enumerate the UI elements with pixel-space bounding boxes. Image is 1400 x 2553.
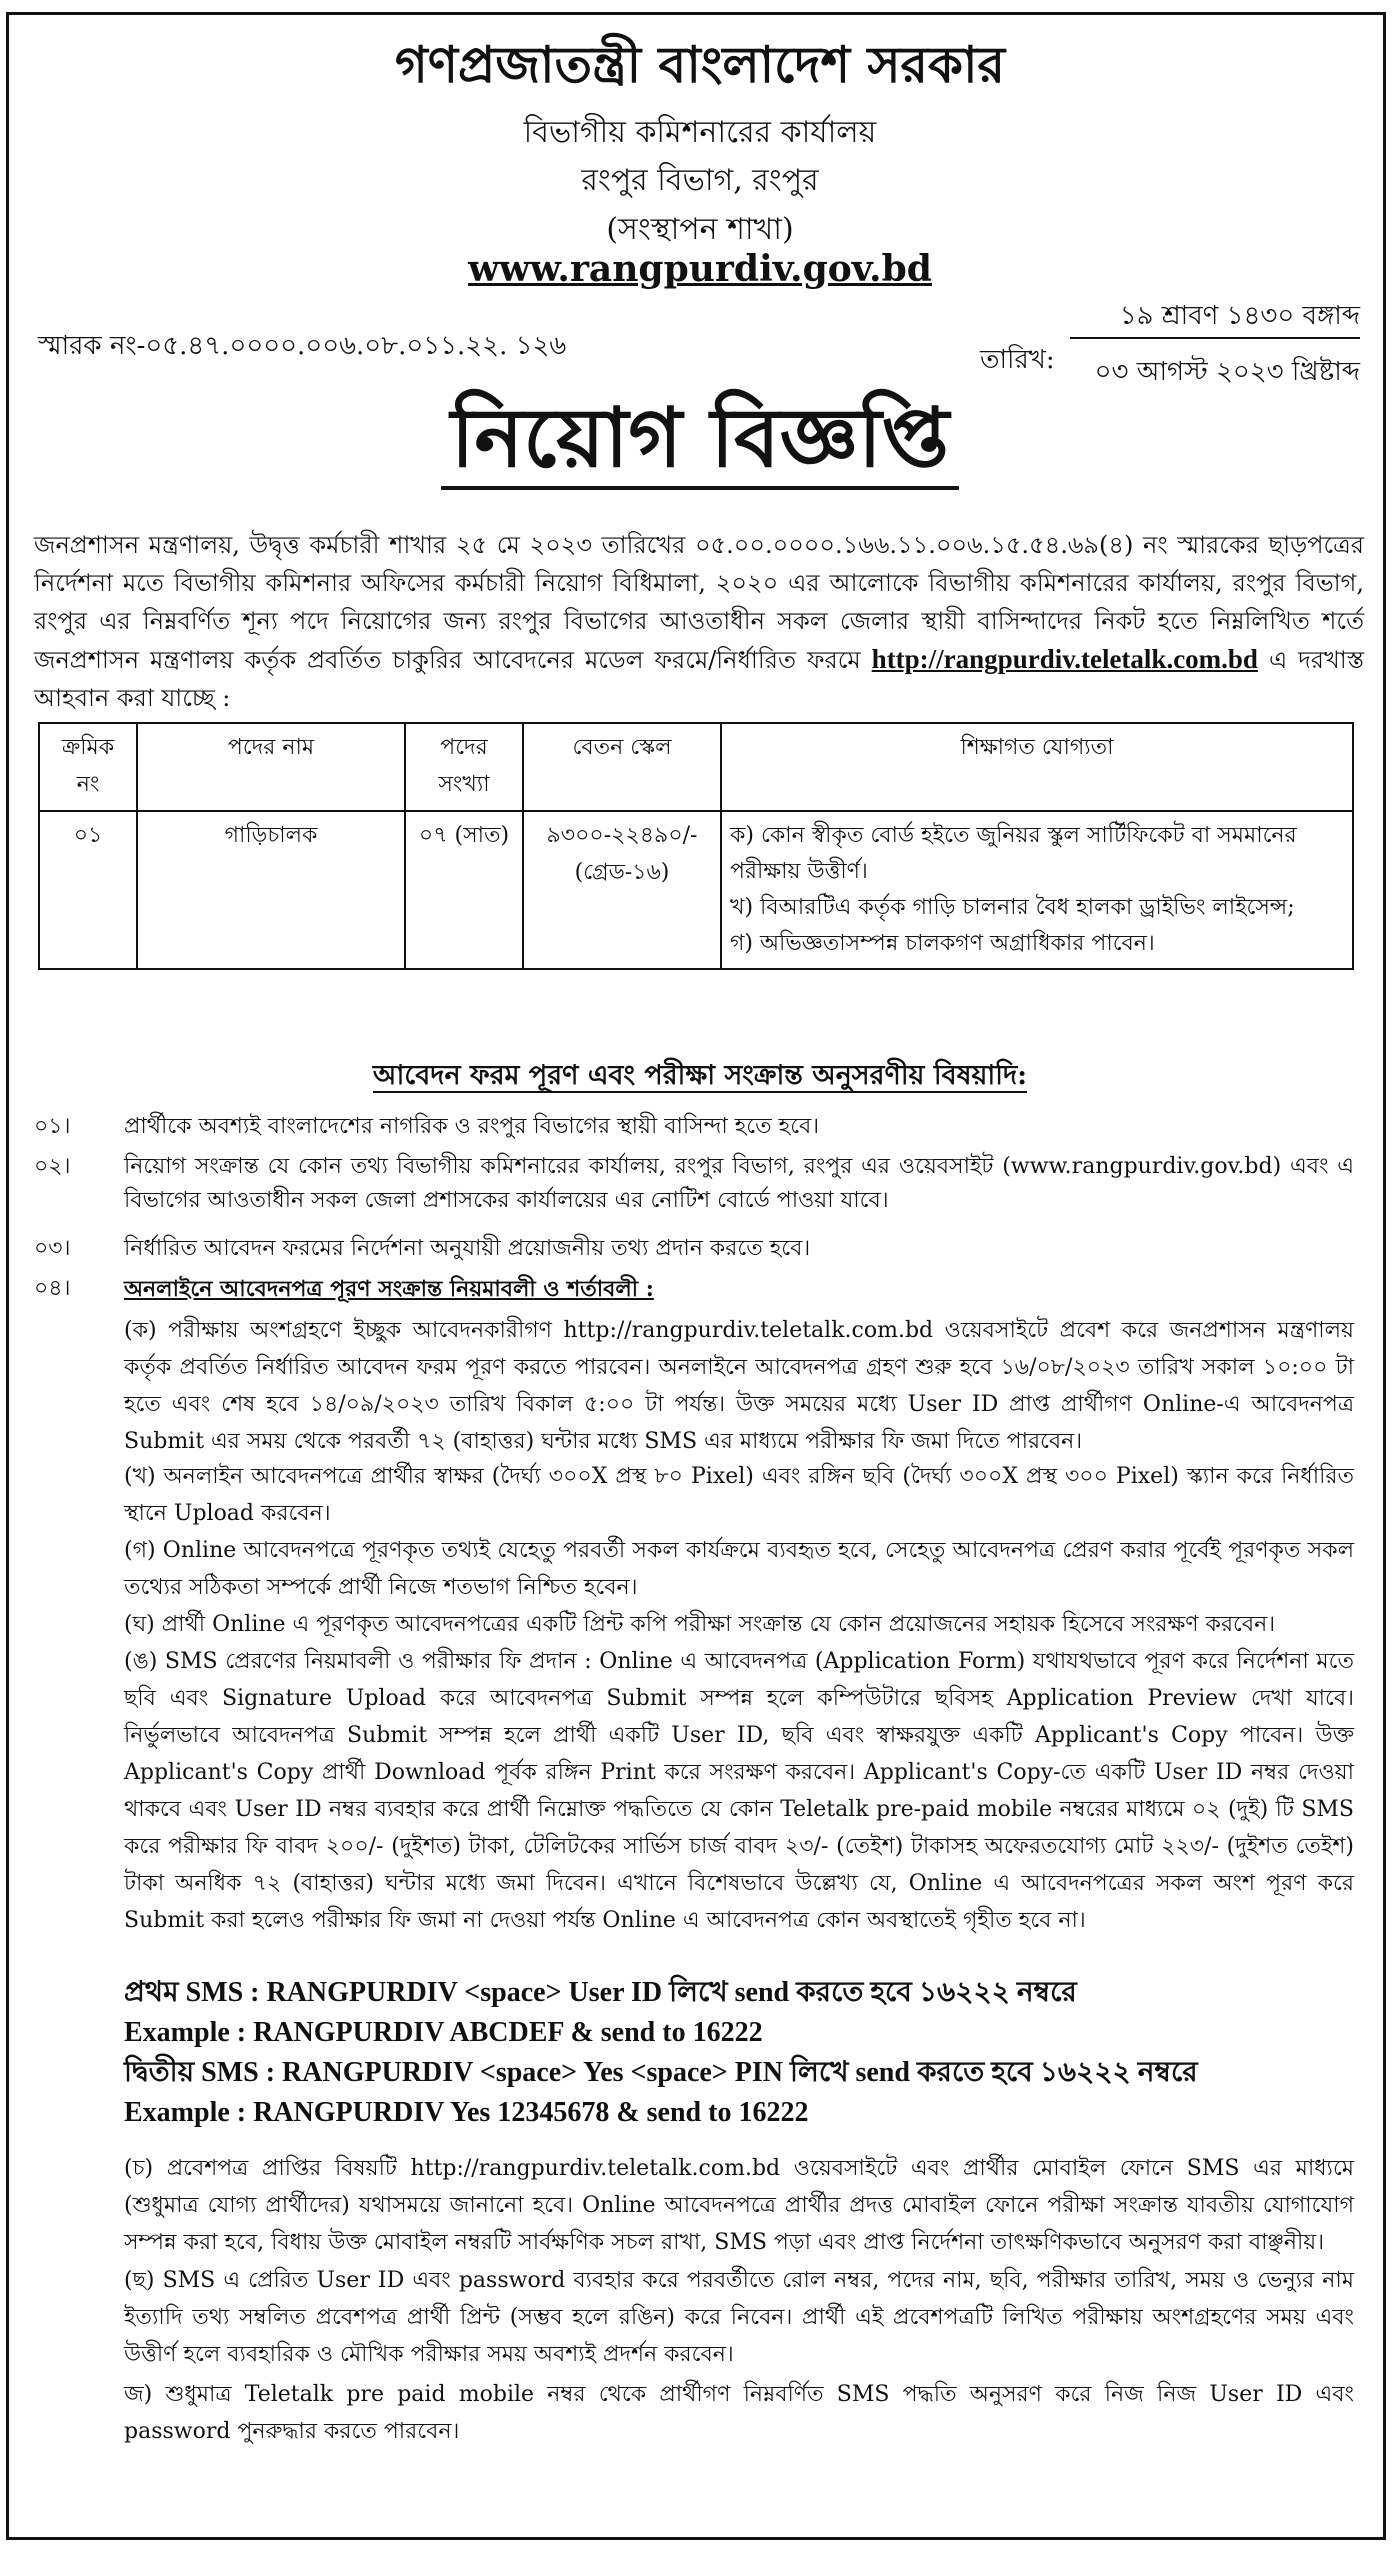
item-number: ০৪। bbox=[34, 1276, 71, 1301]
notice-title bbox=[0, 375, 1400, 512]
government-title: গণপ্রজাতন্ত্রী বাংলাদেশ সরকার bbox=[395, 35, 1005, 94]
apply-link[interactable]: http://rangpurdiv.teletalk.com.bd bbox=[871, 644, 1258, 674]
item-text: নিয়োগ সংক্রান্ত যে কোন তথ্য বিভাগীয় কমিশনারের কার্যালয়, রংপুর বিভাগ, রংপুর এর ওয়েবসাইট (www.rangpurdiv.gov.bd) এবং এ বিভাগের আওতাধীন সকল জেলা প্রশাসকের কার্যালয়ের এর নোটিশ বোর্ডে পাওয়া যাবে। bbox=[124, 1154, 1354, 1213]
rule-ga: (গ) Online আবেদনপত্রে পূরণকৃত তথ্যই যেহেতু পরবর্তী সকল কার্যক্রমে ব্যবহৃত হবে, সেহেতু আবেদনপত্র প্রেরণ করার পূর্বেই পূরণকৃত সকল তথ্যের সঠিকতা সম্পর্কে প্রার্থী নিজে শতভাগ নিশ্চিত হবেন। bbox=[124, 1538, 1354, 1600]
intro-text: জনপ্রশাসন মন্ত্রণালয়, উদ্বৃত্ত কর্মচারী শাখার ২৫ মে ২০২৩ তারিখের ০৫.০০.০০০০.১৬৬.১১.০০৬.১৫.৫৪.৬৯(৪) নং স্মারকের ছাড়পত্রের নির্দেশনা মতে বিভাগীয় কমিশনার অফিসের কর্মচারী নিয়োগ বিধিমালা, ২০২০ এর আলোকে বিভাগীয় কমিশনারের কার্যালয়, রংপুর বিভাগ, রংপুর এর নিম্নবর্ণিত শূন্য পদে নিয়োগের জন্য রংপুর বিভাগের আওতাধীন সকল জেলার স্থায়ী বাসিন্দাদের নিকট হতে নিম্নলিখিত শর্তে জনপ্রশাসন মন্ত্রণালয় কর্তৃক প্রবর্তিত চাকুরির আবেদনের মডেল ফরমে/নির্ধারিত ফরমে bbox=[34, 531, 1364, 674]
sms-second: দ্বিতীয় SMS : RANGPURDIV <space> Yes <space> PIN লিখে send করতে হবে ১৬২২২ নম্বরে bbox=[124, 2057, 1198, 2088]
rule-chha: (ছ) SMS এ প্রেরিত User ID এবং password ব্যবহার করে পরবর্তীতে রোল নম্বর, পদের নাম, ছবি, পরীক্ষার তারিখ, সময় ও ভেন্যুর নাম ইত্যাদি তথ্য সম্বলিত প্রবেশপত্র প্রার্থী প্রিন্ট (সম্ভব হলে রঙিন) করে নিবেন। প্রার্থী এই প্রবেশপত্রটি লিখিত পরীক্ষায় অংশগ্রহণের সময় এবং উত্তীর্ণ হলে ব্যবহারিক ও মৌখিক পরীক্ষার সময় অবশ্যই প্রদর্শন করবেন। bbox=[124, 2268, 1354, 2367]
cell-qualification bbox=[721, 811, 1353, 969]
qualification-item: গ) অভিজ্ঞতাসম্পন্ন চালকগণ অগ্রাধিকার পাবেন। bbox=[730, 931, 1155, 956]
item-text: প্রার্থীকে অবশ্যই বাংলাদেশের নাগরিক ও রংপুর বিভাগের স্থায়ী বাসিন্দা হতে হবে। bbox=[124, 1114, 820, 1139]
division-name: রংপুর বিভাগ, রংপুর bbox=[581, 163, 819, 198]
header-post: পদের নাম bbox=[137, 723, 405, 811]
posts-table bbox=[38, 722, 1354, 970]
rule-cha: (চ) প্রবেশপত্র প্রাপ্তির বিষয়টি http://rangpurdiv.teletalk.com.bd ওয়েবসাইটে এবং প্রার্থীর মোবাইল ফোনে SMS এর মাধ্যমে (শুধুমাত্র যোগ্য প্রার্থীদের) যথাসময়ে জানানো হবে। Online আবেদনপত্রে প্রার্থীর প্রদত্ত মোবাইল ফোনে পরীক্ষা সংক্রান্ত যাবতীয় যোগাযোগ সম্পন্ন করা হবে, বিধায় উক্ত মোবাইল নম্বরটি সার্বক্ষণিক সচল রাখা, SMS পড়া এবং প্রাপ্ত নির্দেশনা তাৎক্ষণিকভাবে অনুসরণ করা বাঞ্ছনীয়। bbox=[124, 2156, 1354, 2255]
table-row bbox=[39, 811, 1353, 969]
date-divider bbox=[1070, 337, 1360, 339]
rule-gha: (ঘ) প্রার্থী Online এ পূরণকৃত আবেদনপত্রের একটি প্রিন্ট কপি পরীক্ষা সংক্রান্ত যে কোন প্রয়োজনের সহায়ক হিসেবে সংরক্ষণ করবেন। bbox=[124, 1612, 1276, 1637]
branch-name: (সংস্থাপন শাখা) bbox=[606, 212, 794, 247]
cell-post: গাড়িচালক bbox=[137, 811, 405, 969]
item-number: ০৩। bbox=[34, 1236, 71, 1261]
notice-title-text: নিয়োগ বিজ্ঞপ্তি bbox=[441, 390, 959, 490]
header-qualification: শিক্ষাগত যোগ্যতা bbox=[721, 723, 1353, 811]
section-heading bbox=[0, 1055, 1400, 1100]
date-label: তারিখ: bbox=[980, 345, 1055, 375]
date-gregorian: ০৩ আগস্ট ২০২৩ খ্রিষ্টাব্দ bbox=[1094, 357, 1360, 387]
table-header-row bbox=[39, 723, 1353, 811]
item-text: অনলাইনে আবেদনপত্র পূরণ সংক্রান্ত নিয়মাবলী ও শর্তাবলী : bbox=[124, 1276, 654, 1302]
office-name: বিভাগীয় কমিশনারের কার্যালয় bbox=[523, 115, 877, 150]
section-heading-text: আবেদন ফরম পূরণ এবং পরীক্ষা সংক্রান্ত অনুসরণীয় বিষয়াদি: bbox=[372, 1060, 1028, 1091]
sms-example-second: Example : RANGPURDIV Yes 12345678 & send to 16222 bbox=[124, 2097, 809, 2128]
sms-example-first: Example : RANGPURDIV ABCDEF & send to 16222 bbox=[124, 2017, 763, 2048]
item-number: ০১। bbox=[34, 1114, 71, 1139]
rule-ka: (ক) পরীক্ষায় অংশগ্রহণে ইচ্ছুক আবেদনকারীগণ http://rangpurdiv.teletalk.com.bd ওয়েবসাইটে প্রবেশ করে জনপ্রশাসন মন্ত্রণালয় কর্তৃক প্রবর্তিত নির্ধারিত আবেদন ফরম পূরণ করতে পারবেন। অনলাইনে আবেদনপত্র গ্রহণ শুরু হবে ১৬/০৮/২০২৩ তারিখ সকাল ১০:০০ টা হতে এবং শেষ হবে ১৪/০৯/২০২৩ তারিখ বিকাল ৫:০০ টা পর্যন্ত। উক্ত সময়ের মধ্যে User ID প্রাপ্ত প্রার্থীগণ Online-এ আবেদনপত্র Submit এর সময় থেকে পরবর্তী ৭২ (বাহাত্তর) ঘন্টার মধ্যে SMS এর মাধ্যমে পরীক্ষার ফি জমা দিতে পারবেন। bbox=[124, 1318, 1354, 1454]
rule-kha: (খ) অনলাইন আবেদনপত্রে প্রার্থীর স্বাক্ষর (দৈর্ঘ্য ৩০০X প্রস্থ ৮০ Pixel) এবং রঙ্গিন ছবি (দৈর্ঘ্য ৩০০X প্রস্থ ৩০০ Pixel) স্ক্যান করে নির্ধারিত স্থানে Upload করবেন। bbox=[124, 1464, 1354, 1526]
item-text: নির্ধারিত আবেদন ফরমের নির্দেশনা অনুযায়ী প্রয়োজনীয় তথ্য প্রদান করতে হবে। bbox=[124, 1236, 811, 1261]
date-bangla: ১৯ শ্রাবণ ১৪৩০ বঙ্গাব্দ bbox=[1119, 301, 1360, 331]
website-link[interactable]: www.rangpurdiv.gov.bd bbox=[468, 248, 932, 290]
cell-serial: ০১ bbox=[39, 811, 137, 969]
qualification-item: ক) কোন স্বীকৃত বোর্ড হইতে জুনিয়র স্কুল সার্টিফিকেট বা সমমানের পরীক্ষায় উত্তীর্ণ। bbox=[730, 823, 1297, 884]
intro-paragraph bbox=[34, 526, 1364, 717]
header-serial: ক্রমিক নং bbox=[39, 723, 137, 811]
header-scale: বেতন স্কেল bbox=[523, 723, 721, 811]
cell-count: ০৭ (সাত) bbox=[405, 811, 523, 969]
item-number: ০২। bbox=[34, 1154, 71, 1179]
qualification-item: খ) বিআরটিএ কর্তৃক গাড়ি চালনার বৈধ হালকা ড্রাইভিং লাইসেন্স; bbox=[730, 895, 1295, 920]
rule-ja: জ) শুধুমাত্র Teletalk pre paid mobile নম্বর থেকে প্রার্থীগণ নিম্নবর্ণিত SMS পদ্ধতি অনুসরণ করে নিজ নিজ User ID এবং password পুনরুদ্ধার করতে পারবেন। bbox=[124, 2382, 1354, 2444]
sms-first: প্রথম SMS : RANGPURDIV <space> User ID লিখে send করতে হবে ১৬২২২ নম্বরে bbox=[124, 1977, 1077, 2008]
memo-number: স্মারক নং-০৫.৪৭.০০০০.০০৬.০৮.০১১.২২. ১২৬ bbox=[38, 331, 567, 361]
cell-scale: ৯৩০০-২২৪৯০/- (গ্রেড-১৬) bbox=[523, 811, 721, 969]
header-count: পদের সংখ্যা bbox=[405, 723, 523, 811]
intro-end: এ দরখাস্ত আহবান করা যাচ্ছে : bbox=[34, 646, 1364, 712]
rule-uma: (ঙ) SMS প্রেরণের নিয়মাবলী ও পরীক্ষার ফি প্রদান : Online এ আবেদনপত্র (Application Form) যথাযথভাবে পূরণ করে নির্দেশনা মতে ছবি এবং Signature Upload করে আবেদনপত্র Submit সম্পন্ন হলে কম্পিউটারে ছবিসহ Application Preview দেখা যাবে। নির্ভুলভাবে আবেদনপত্র Submit সম্পন্ন হলে প্রার্থী একটি User ID, ছবি এবং স্বাক্ষরযুক্ত একটি Applicant's Copy পাবেন। উক্ত Applicant's Copy প্রার্থী Download পূর্বক রঙ্গিন Print করে সংরক্ষণ করবেন। Applicant's Copy-তে একটি User ID নম্বর দেওয়া থাকবে এবং User ID নম্বর ব্যবহার করে প্রার্থী নিম্নোক্ত পদ্ধতিতে যে কোন Teletalk pre-paid mobile নম্বরের মাধ্যমে ০২ (দুই) টি SMS করে পরীক্ষার ফি বাবদ ২০০/- (দুইশত) টাকা, টেলিটকের সার্ভিস চার্জ বাবদ ২৩/- (তেইশ) টাকাসহ অফেরতযোগ্য মোট ২২৩/- (দুইশত তেইশ) টাকা অনধিক ৭২ (বাহাত্তর) ঘন্টার মধ্যে জমা দিবেন। এখানে বিশেষভাবে উল্লেখ্য যে, Online এ আবেদনপত্রের সকল অংশ পূরণ করে Submit করা হলেও পরীক্ষার ফি জমা না দেওয়া পর্যন্ত Online এ আবেদনপত্র কোন অবস্থাতেই গৃহীত হবে না। bbox=[124, 1649, 1354, 1933]
